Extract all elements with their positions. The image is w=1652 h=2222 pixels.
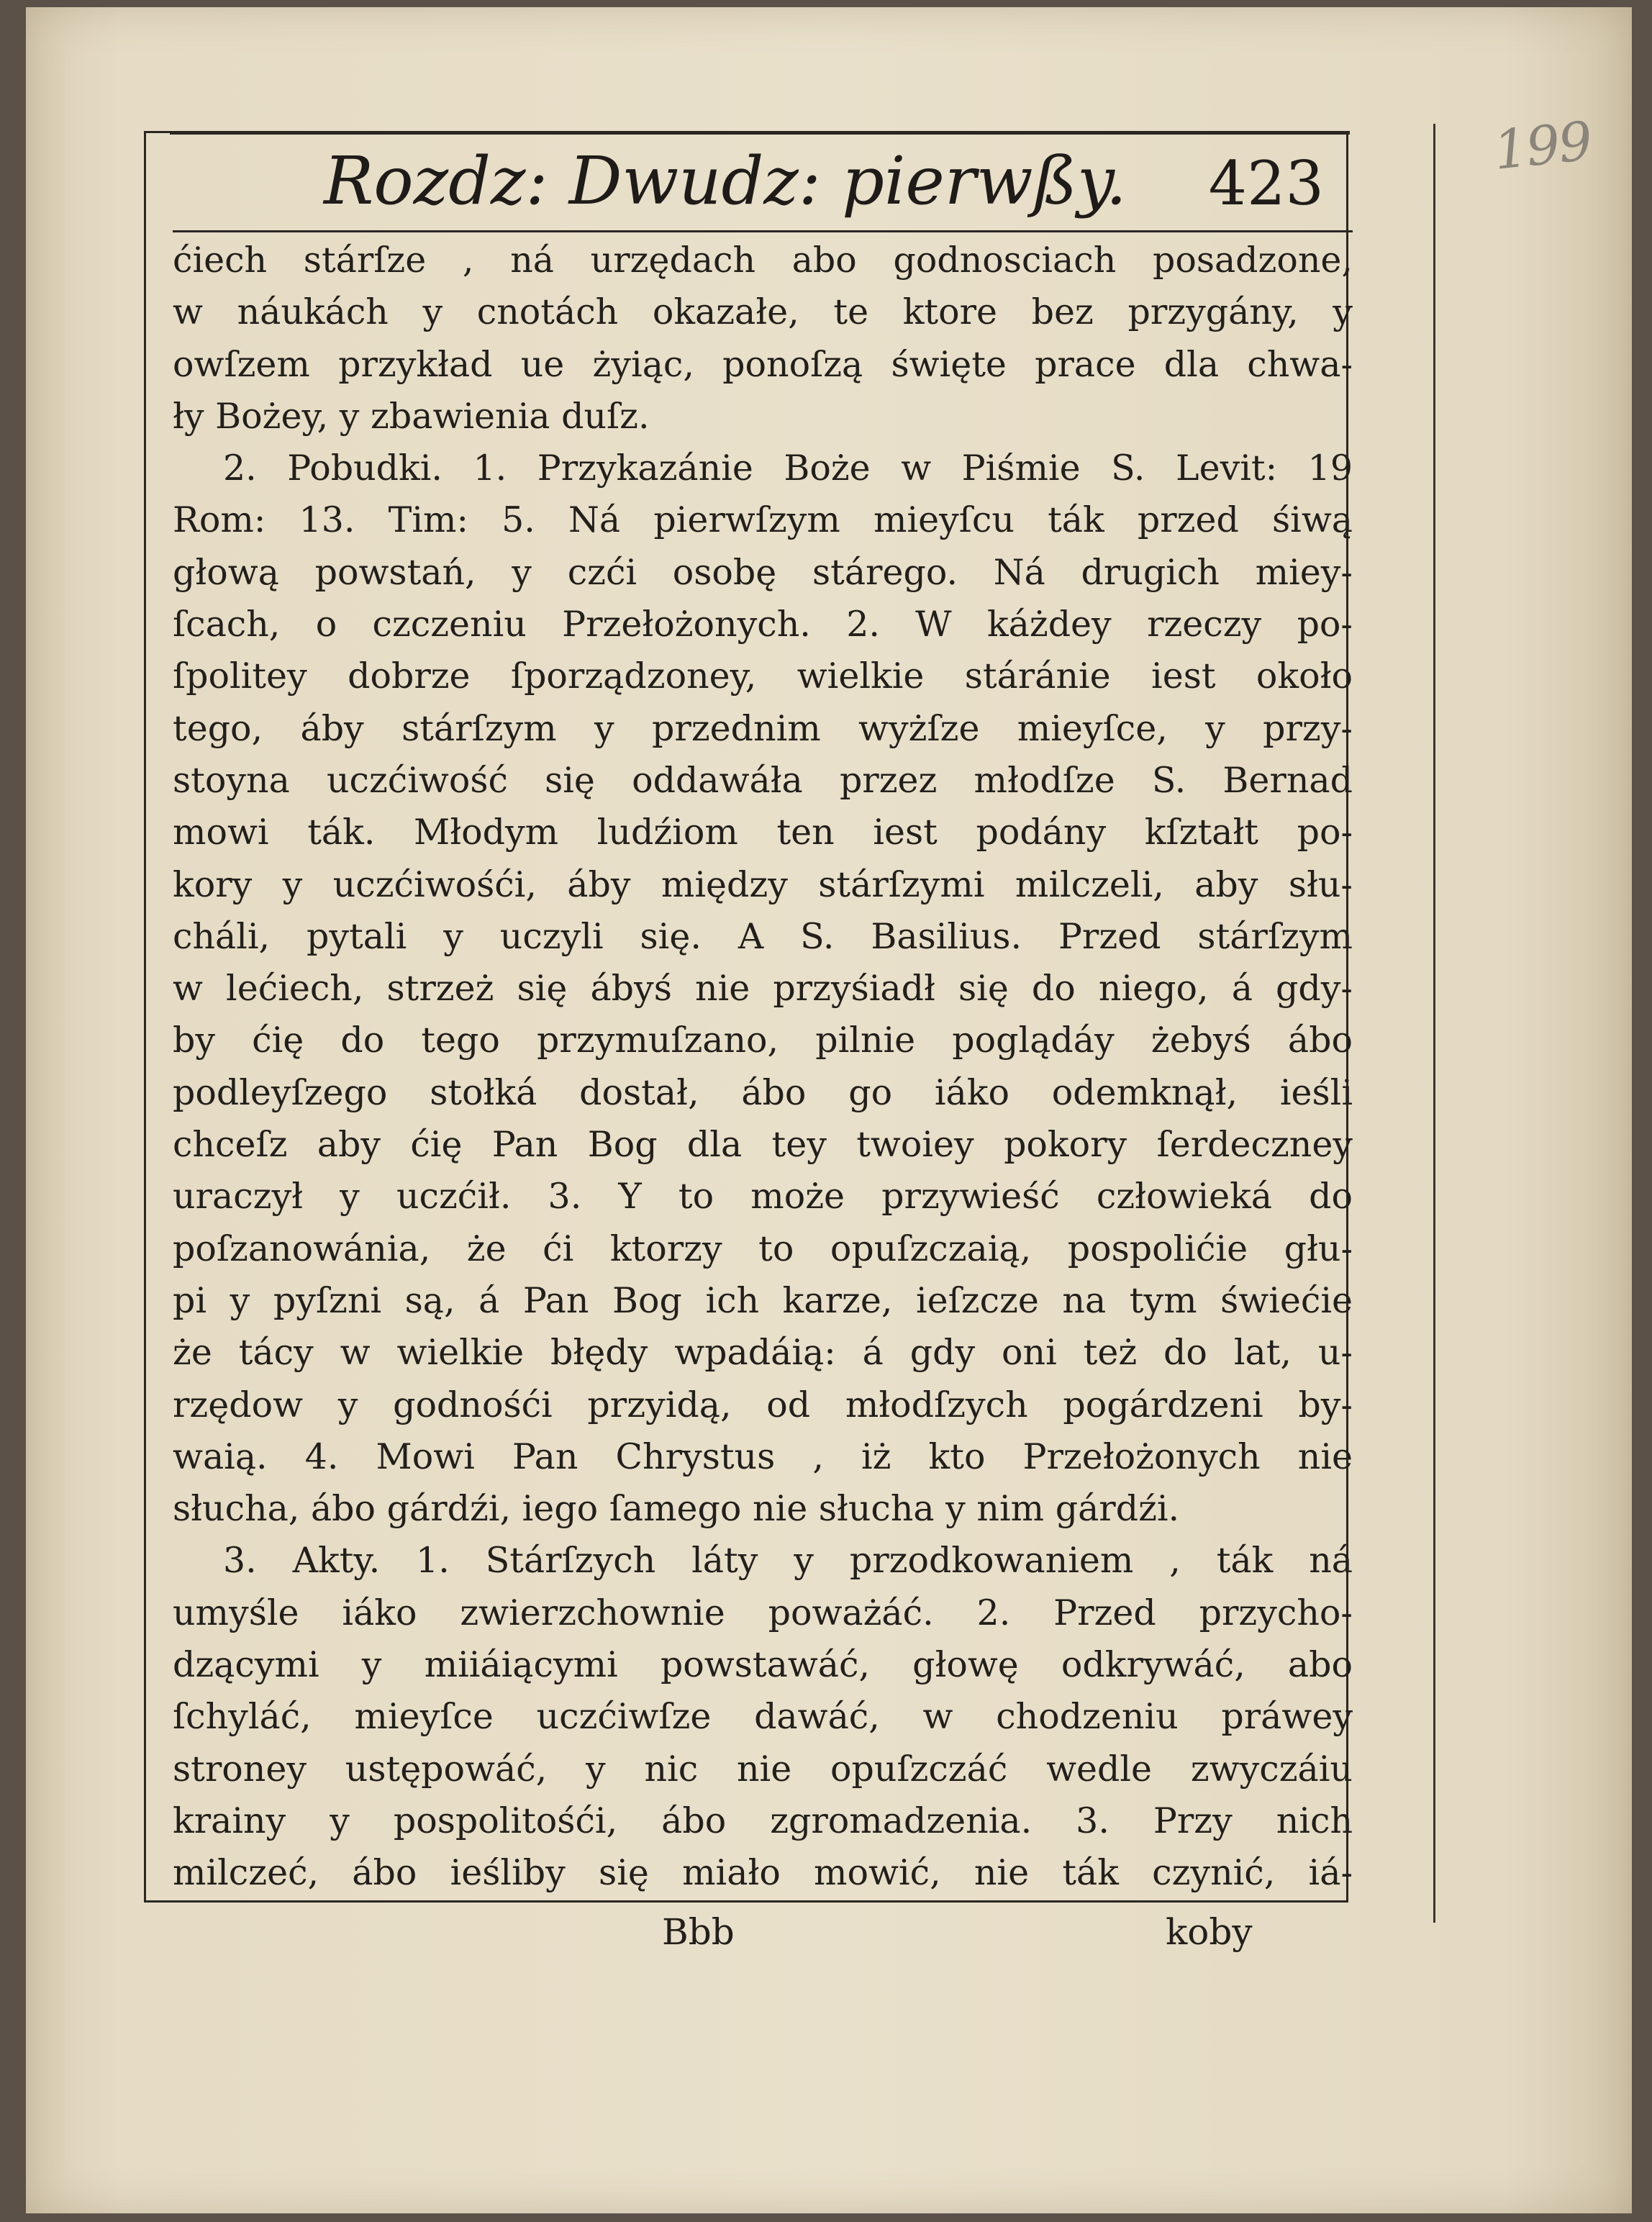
text-line: ſpolitey dobrze ſporządzoney, wielkie stáránie iest około bbox=[173, 656, 1353, 697]
handwritten-page-number: 199 bbox=[1490, 110, 1594, 182]
text-line: stoyna uczćiwość się oddawáła przez młodſze S. Bernad bbox=[173, 759, 1353, 801]
text-line: poſzanowánia, że ći ktorzy to opuſzczaią, pospolićie głu- bbox=[173, 1228, 1353, 1269]
text-line: mowi ták. Młodym ludźiom ten iest podány kſztałt po- bbox=[173, 812, 1353, 853]
section-heading-line: 3. Akty. 1. Stárſzych láty y przodkowaniem , ták ná bbox=[223, 1540, 1353, 1582]
section-heading-line: 2. Pobudki. 1. Przykazánie Boże w Piśmie S. Levit: 19 bbox=[223, 448, 1353, 489]
text-line: waią. 4. Mowi Pan Chrystus , iż kto Przełożonych nie bbox=[173, 1436, 1353, 1477]
margin-rule bbox=[1433, 124, 1435, 1923]
text-line: krainy y pospolitośći, ábo zgromadzenia. 3. Przy nich bbox=[173, 1800, 1353, 1841]
text-line: umyśle iáko zwierzchownie poważáć. 2. Przed przycho- bbox=[173, 1592, 1353, 1633]
text-line: milczeć, ábo ieśliby się miało mowić, nie ták czynić, iá- bbox=[173, 1852, 1353, 1894]
text-line: ſchyláć, mieyſce uczćiwſze dawáć, w chodzeniu práwey bbox=[173, 1696, 1353, 1738]
page-footer bbox=[173, 1911, 1353, 1969]
text-line: tego, áby stárſzym y przednim wyżſze mieyſce, y przy- bbox=[173, 707, 1353, 749]
text-line: kory y uczćiwośći, áby między stárſzymi milczeli, aby słu- bbox=[173, 863, 1353, 905]
text-line: podleyſzego stołká dostał, ábo go iáko odemknął, ieśli bbox=[173, 1071, 1353, 1113]
text-line: by ćię do tego przymuſzano, pilnie poglądáy żebyś ábo bbox=[173, 1020, 1353, 1061]
text-line: uraczył y uczćił. 3. Y to może przywieść człowieká do bbox=[173, 1176, 1353, 1217]
text-line: Rom: 13. Tim: 5. Ná pierwſzym mieyſcu ták przed śiwą bbox=[173, 499, 1353, 541]
text-line: rzędow y godnośći przyidą, od młodſzych pogárdzeni by- bbox=[173, 1384, 1353, 1425]
signature-mark: Bbb bbox=[662, 1911, 735, 1953]
text-line: głową powstań, y czći osobę stárego. Ná drugich miey- bbox=[173, 551, 1353, 593]
text-line: pi y pyſzni są, á Pan Bog ich karze, ieſzcze na tym świećie bbox=[173, 1279, 1353, 1321]
text-line: ſcach, o czczeniu Przełożonych. 2. W káżdey rzeczy po- bbox=[173, 604, 1353, 645]
text-line: chceſz aby ćię Pan Bog dla tey twoiey pokory ſerdeczney bbox=[173, 1124, 1353, 1166]
text-line: słucha, ábo gárdźi, iego ſamego nie słucha y nim gárdźi. bbox=[173, 1488, 1180, 1530]
text-line: w náukách y cnotách okazałe, te ktore bez przygány, y bbox=[173, 291, 1353, 333]
printed-page-number: 423 bbox=[1208, 148, 1324, 219]
top-rule bbox=[170, 131, 1350, 135]
running-title: Rozdz: Dwudz: pierwßy. bbox=[324, 142, 1127, 219]
text-line: dzącymi y miiáiącymi powstawáć, głowę odkrywáć, abo bbox=[173, 1644, 1353, 1686]
text-line: cháli, pytali y uczyli się. A S. Basilius. Przed stárſzym bbox=[173, 915, 1353, 957]
text-line: ćiech stárſze , ná urzędach abo godnosciach posadzone, bbox=[173, 240, 1353, 281]
text-line: ły Bożey, y zbawienia duſz. bbox=[173, 395, 650, 437]
catchword: koby bbox=[1166, 1911, 1253, 1953]
text-line: w lećiech, strzeż się ábyś nie przyśiadł się do niego, á gdy- bbox=[173, 968, 1353, 1010]
running-header bbox=[173, 138, 1353, 232]
text-line: stroney ustępowáć, y nic nie opuſzczáć wedle zwyczáiu bbox=[173, 1748, 1353, 1790]
text-line: owſzem przykład ue żyiąc, ponoſzą święte prace dla chwa- bbox=[173, 343, 1353, 385]
body-text bbox=[173, 235, 1353, 1900]
text-line: że tácy w wielkie błędy wpadáią: á gdy oni też do lat, u- bbox=[173, 1332, 1353, 1374]
